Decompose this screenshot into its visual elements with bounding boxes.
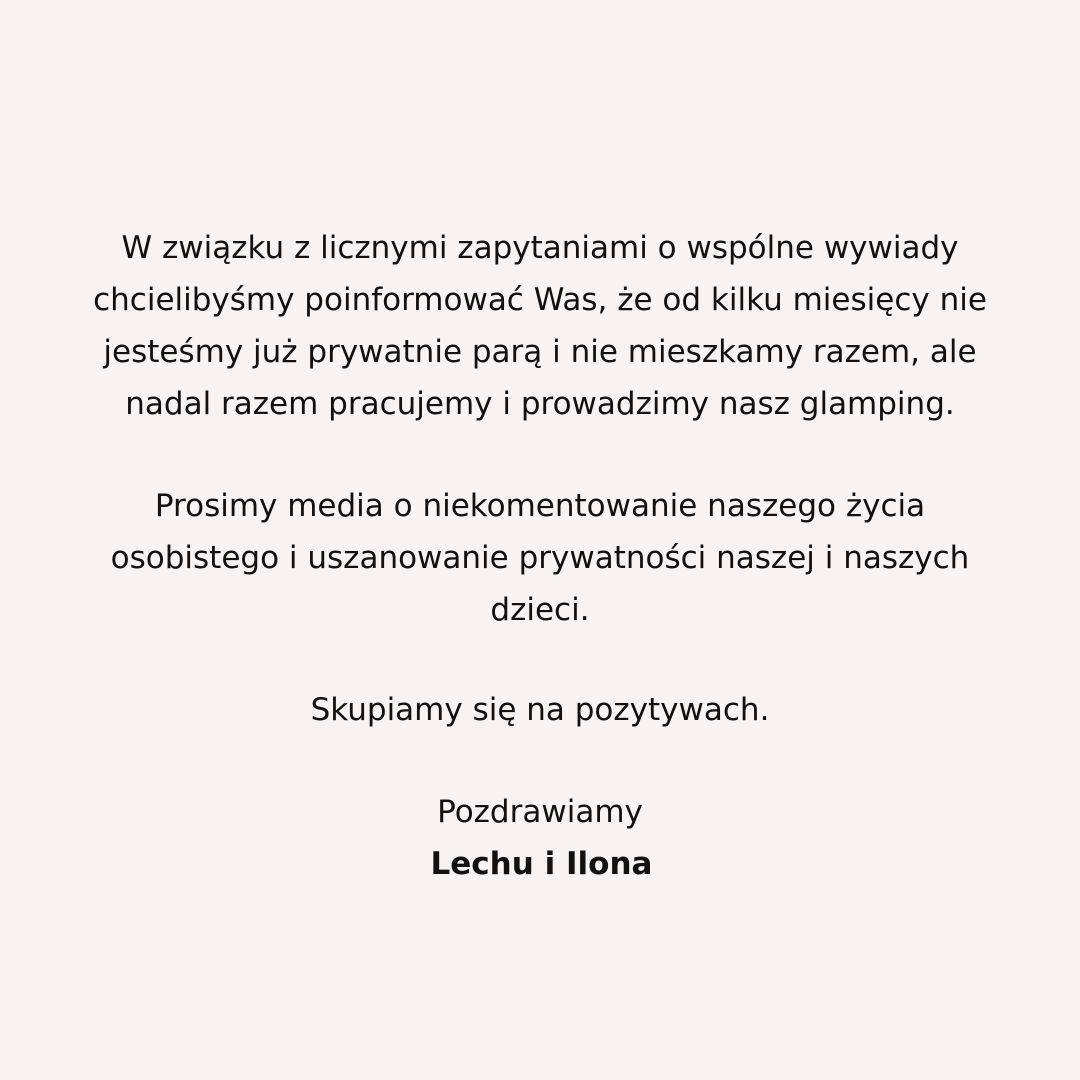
statement-line: W związku z licznymi zapytaniami o wspólne wywiady (121, 230, 959, 266)
statement-line: osobistego i uszanowanie prywatności naszej i naszych (110, 540, 970, 576)
statement-line: Prosimy media o niekomentowanie naszego życia (154, 488, 926, 524)
closing-greeting: Pozdrawiamy (437, 794, 643, 830)
statement-line: chcielibyśmy poinformować Was, że od kilku miesięcy nie (93, 282, 987, 318)
signature: Lechu i Ilona (430, 846, 653, 882)
closing-block (0, 786, 1080, 890)
statement-paragraph-2 (0, 480, 1080, 636)
statement-line: Skupiamy się na pozytywach. (310, 692, 770, 728)
statement-text (0, 222, 1080, 890)
statement-line: dzieci. (490, 592, 590, 628)
statement-line: nadal razem pracujemy i prowadzimy nasz glamping. (125, 386, 955, 422)
statement-paragraph-1 (0, 222, 1080, 430)
statement-line: jesteśmy już prywatnie parą i nie mieszkamy razem, ale (103, 334, 977, 370)
statement-paragraph-3 (0, 684, 1080, 736)
